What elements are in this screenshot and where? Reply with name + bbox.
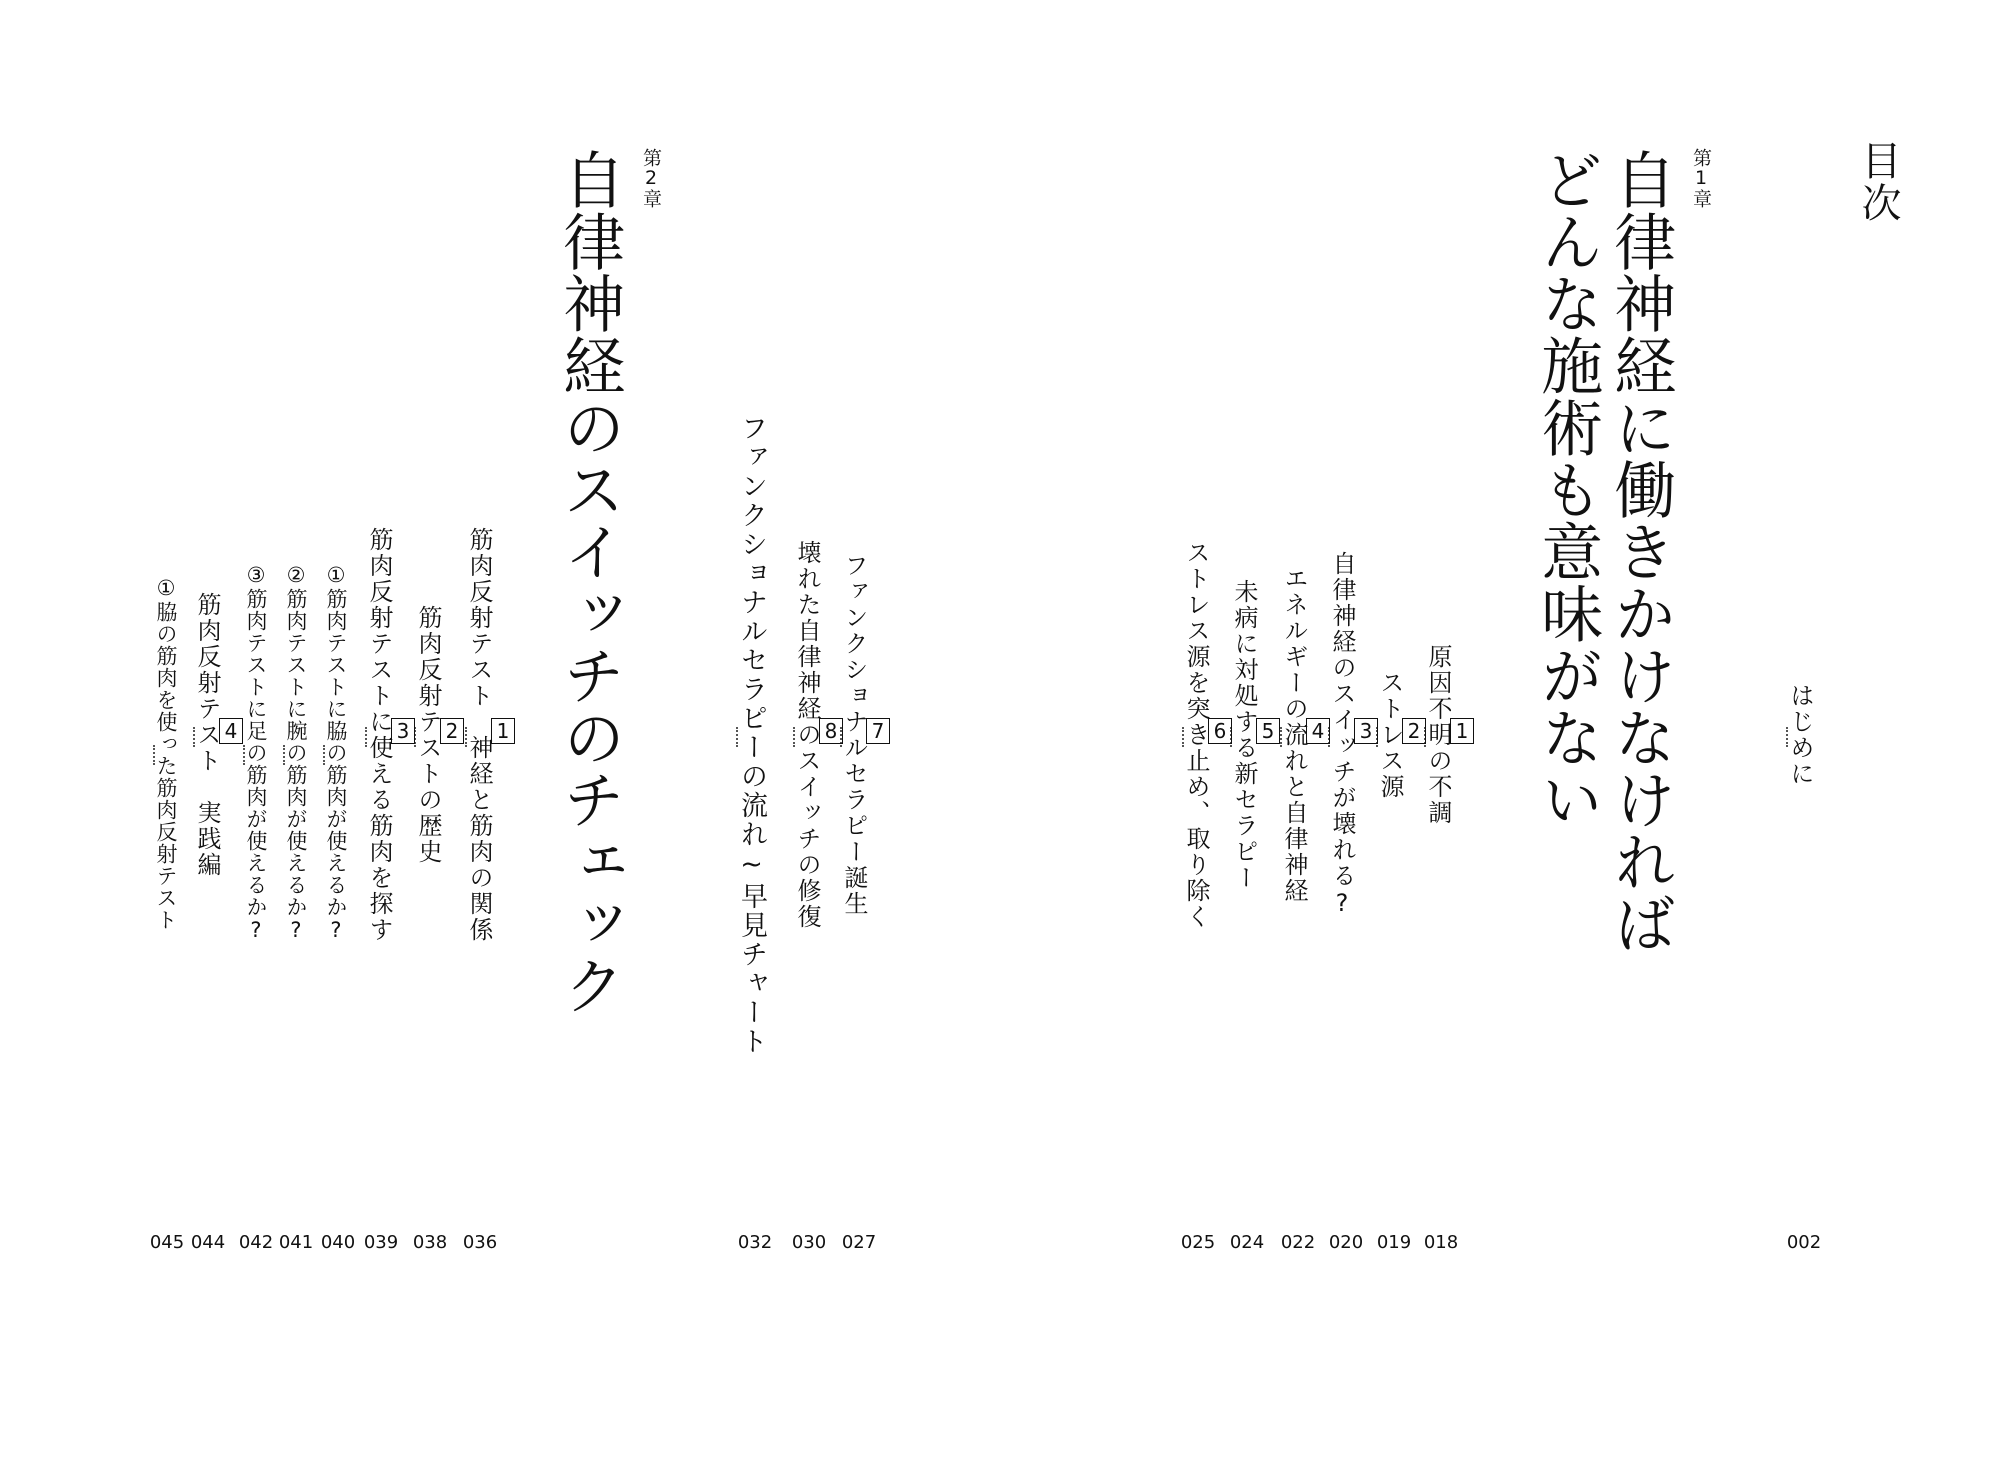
toc-sub-entry[interactable] [153, 286, 176, 1220]
toc-entry[interactable] [1182, 250, 1232, 1220]
page-number: 025 [1180, 1232, 1216, 1253]
toc-entry[interactable] [793, 250, 843, 1220]
page-number: 038 [412, 1232, 448, 1253]
chapter-1-title-line-1: 自律神経に働きかけなければ [1603, 148, 1677, 954]
entry-number: 7 [866, 719, 890, 743]
page-number: 030 [791, 1232, 827, 1253]
chapter-1-title-line-2: どんな施術も意味がない [1530, 148, 1604, 830]
toc-entry[interactable] [193, 250, 243, 1220]
toc-entry[interactable] [414, 250, 464, 1220]
entry-label: ③筋肉テストに足の筋肉が使えるか? [244, 563, 268, 943]
leader-dots [1280, 727, 1282, 747]
entry-number: 3 [391, 719, 415, 743]
page-number: 022 [1280, 1232, 1316, 1253]
entry-label: ストレス源を突き止め、取り除く [1182, 540, 1210, 930]
entry-number: 8 [819, 719, 843, 743]
entry-label: ファンクショナルセラピーの流れ~早見チャート [736, 414, 767, 1056]
chapter-1-label: 第1章 [1690, 148, 1712, 208]
chapter-2-label: 第2章 [640, 148, 662, 208]
page-number: 042 [238, 1232, 274, 1253]
page-number: 002 [1786, 1232, 1822, 1253]
toc-entry-preface[interactable] [1786, 250, 1812, 1220]
entry-label: 筋肉反射テストの歴史 [414, 605, 442, 865]
entry-label: ①脇の筋肉を使った筋肉反射テスト [154, 575, 178, 931]
toc-title: 目次 [1855, 140, 1901, 224]
toc-entry[interactable] [1424, 250, 1474, 1220]
entry-label: エネルギーの流れと自律神経 [1280, 566, 1308, 904]
entry-label: 筋肉反射テストに使える筋肉を探す [365, 527, 393, 943]
entry-label: ①筋肉テストに脇の筋肉が使えるか? [324, 563, 348, 943]
toc-entry[interactable] [840, 250, 890, 1220]
toc-entry[interactable] [465, 250, 515, 1220]
entry-label: ファンクショナルセラピー誕生 [840, 553, 868, 917]
entry-number: 1 [1450, 719, 1474, 743]
leader-dots [465, 727, 467, 747]
chapter-2-title: 自律神経のスイッチのチェック [552, 148, 626, 1016]
toc-entry[interactable] [1376, 250, 1426, 1220]
entry-label: 自律神経のスイッチが壊れる? [1328, 551, 1356, 919]
page-number: 024 [1229, 1232, 1265, 1253]
leader-dots [193, 727, 195, 747]
entry-number: 2 [1402, 719, 1426, 743]
page-number: 032 [737, 1232, 773, 1253]
entry-number: 5 [1256, 719, 1280, 743]
entry-label: 壊れた自律神経のスイッチの修復 [793, 540, 821, 930]
page-number: 027 [841, 1232, 877, 1253]
page-number: 036 [462, 1232, 498, 1253]
entry-number: 6 [1208, 719, 1232, 743]
leader-dots [736, 727, 738, 747]
toc-entry[interactable] [1280, 250, 1330, 1220]
entry-number: 2 [440, 719, 464, 743]
toc-sub-entry[interactable] [323, 286, 346, 1220]
page-number: 044 [190, 1232, 226, 1253]
entry-label: はじめに [1786, 683, 1814, 787]
page-number: 045 [149, 1232, 185, 1253]
page-number: 018 [1423, 1232, 1459, 1253]
page-number: 041 [278, 1232, 314, 1253]
toc-sub-entry[interactable] [283, 286, 306, 1220]
entry-label: 筋肉反射テスト 実践編 [193, 592, 221, 878]
leader-dots [1786, 727, 1788, 747]
leader-dots [793, 727, 795, 747]
leader-dots [283, 745, 285, 765]
page-number: 019 [1376, 1232, 1412, 1253]
entry-label: 筋肉反射テスト 神経と筋肉の関係 [465, 527, 493, 943]
leader-dots [243, 745, 245, 765]
leader-dots [1182, 727, 1184, 747]
leader-dots [323, 745, 325, 765]
toc-sub-entry[interactable] [243, 286, 266, 1220]
entry-label: 未病に対処する新セラピー [1230, 579, 1258, 891]
leader-dots [153, 745, 155, 765]
page-number: 039 [363, 1232, 399, 1253]
toc-entry[interactable] [1230, 250, 1280, 1220]
page-number: 040 [320, 1232, 356, 1253]
entry-number: 3 [1354, 719, 1378, 743]
entry-label: ②筋肉テストに腕の筋肉が使えるか? [284, 563, 308, 943]
entry-number: 1 [491, 719, 515, 743]
toc-entry[interactable] [736, 250, 765, 1220]
toc-entry[interactable] [365, 250, 415, 1220]
toc-entry[interactable] [1328, 250, 1378, 1220]
page-number: 020 [1328, 1232, 1364, 1253]
entry-number: 4 [219, 719, 243, 743]
leader-dots [365, 727, 367, 747]
entry-label: 原因不明の不調 [1424, 644, 1452, 826]
entry-label: ストレス源 [1376, 670, 1404, 800]
entry-number: 4 [1306, 719, 1330, 743]
